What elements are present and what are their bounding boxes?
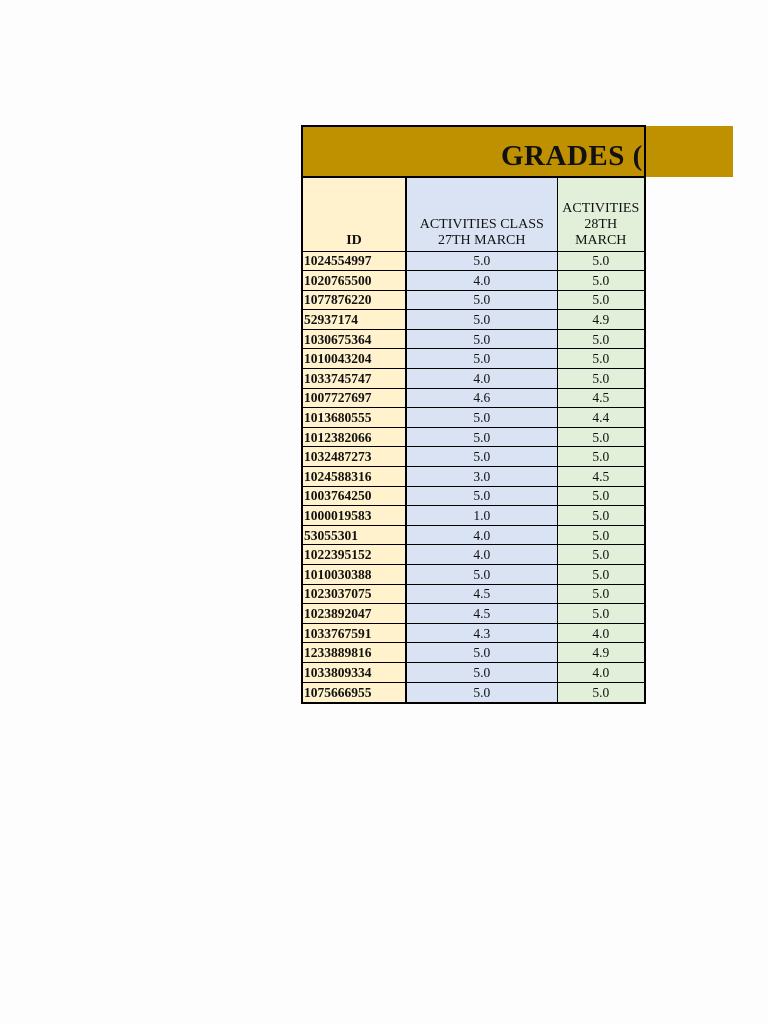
activities-class-grade-cell: 4.3 [406, 623, 557, 643]
table-row [303, 349, 644, 369]
activities-28-grade-cell: 5.0 [557, 329, 644, 349]
title-banner-extension [644, 126, 733, 177]
student-id-cell: 52937174 [303, 310, 406, 330]
table-row [303, 251, 644, 271]
activities-28-grade-cell: 4.5 [557, 467, 644, 487]
table-row [303, 447, 644, 467]
activities-28-grade-cell: 5.0 [557, 427, 644, 447]
student-id-cell: 1007727697 [303, 388, 406, 408]
table-row [303, 467, 644, 487]
activities-class-grade-cell: 5.0 [406, 486, 557, 506]
student-id-cell: 1000019583 [303, 506, 406, 526]
activities-class-grade-cell: 5.0 [406, 251, 557, 271]
activities-class-grade-cell: 5.0 [406, 643, 557, 663]
activities-28-grade-cell: 5.0 [557, 290, 644, 310]
student-id-cell: 1010030388 [303, 565, 406, 585]
student-id-cell: 1024588316 [303, 467, 406, 487]
grade-rows [303, 251, 644, 702]
activities-class-grade-cell: 5.0 [406, 565, 557, 585]
table-row [303, 408, 644, 428]
activities-28-grade-cell: 5.0 [557, 447, 644, 467]
activities-class-grade-cell: 5.0 [406, 408, 557, 428]
student-id-cell: 1030675364 [303, 329, 406, 349]
activities-28-grade-cell: 5.0 [557, 525, 644, 545]
student-id-cell: 1022395152 [303, 545, 406, 565]
activities-28-grade-cell: 5.0 [557, 251, 644, 271]
table-row [303, 310, 644, 330]
activities-28-grade-cell: 4.4 [557, 408, 644, 428]
activities-28-grade-cell: 4.0 [557, 623, 644, 643]
student-id-cell: 53055301 [303, 525, 406, 545]
activities-28-grade-cell: 5.0 [557, 584, 644, 604]
activities-28-grade-cell: 5.0 [557, 565, 644, 585]
activities-class-grade-cell: 4.0 [406, 271, 557, 291]
table-row [303, 290, 644, 310]
activities-28-grade-cell: 5.0 [557, 506, 644, 526]
activities-class-grade-cell: 3.0 [406, 467, 557, 487]
table-row [303, 682, 644, 702]
student-id-cell: 1024554997 [303, 251, 406, 271]
activities-28-grade-cell: 4.0 [557, 662, 644, 682]
activities-class-grade-cell: 1.0 [406, 506, 557, 526]
sheet-title: GRADES ( [501, 140, 643, 172]
student-id-cell: 1033745747 [303, 369, 406, 389]
activities-class-grade-cell: 5.0 [406, 290, 557, 310]
activities-28-grade-cell: 5.0 [557, 349, 644, 369]
table-row [303, 388, 644, 408]
table-row [303, 545, 644, 565]
student-id-cell: 1020765500 [303, 271, 406, 291]
activities-class-grade-cell: 4.5 [406, 584, 557, 604]
student-id-cell: 1233889816 [303, 643, 406, 663]
table-row [303, 329, 644, 349]
table-row [303, 486, 644, 506]
activities-28-grade-cell: 5.0 [557, 604, 644, 624]
header-activities-28th-march: ACTIVITIES 28TH MARCH [557, 178, 644, 251]
activities-class-grade-cell: 5.0 [406, 310, 557, 330]
title-banner [303, 127, 644, 178]
activities-class-grade-cell: 4.0 [406, 545, 557, 565]
table-row [303, 525, 644, 545]
activities-class-grade-cell: 4.0 [406, 525, 557, 545]
table-row [303, 271, 644, 291]
activities-class-grade-cell: 4.5 [406, 604, 557, 624]
activities-28-grade-cell: 5.0 [557, 545, 644, 565]
student-id-cell: 1033809334 [303, 662, 406, 682]
grades-table [303, 178, 644, 702]
header-id: ID [303, 178, 406, 251]
student-id-cell: 1023892047 [303, 604, 406, 624]
table-row [303, 643, 644, 663]
table-row [303, 506, 644, 526]
activities-class-grade-cell: 5.0 [406, 662, 557, 682]
activities-28-grade-cell: 5.0 [557, 369, 644, 389]
activities-class-grade-cell: 5.0 [406, 349, 557, 369]
student-id-cell: 1012382066 [303, 427, 406, 447]
header-row [303, 178, 644, 251]
student-id-cell: 1010043204 [303, 349, 406, 369]
table-row [303, 623, 644, 643]
activities-class-grade-cell: 5.0 [406, 329, 557, 349]
activities-28-grade-cell: 4.5 [557, 388, 644, 408]
activities-class-grade-cell: 4.6 [406, 388, 557, 408]
header-activities-class-27th-march: ACTIVITIES CLASS 27TH MARCH [406, 178, 557, 251]
activities-28-grade-cell: 4.9 [557, 310, 644, 330]
student-id-cell: 1077876220 [303, 290, 406, 310]
student-id-cell: 1003764250 [303, 486, 406, 506]
table-row [303, 604, 644, 624]
student-id-cell: 1023037075 [303, 584, 406, 604]
activities-class-grade-cell: 5.0 [406, 447, 557, 467]
student-id-cell: 1075666955 [303, 682, 406, 702]
activities-28-grade-cell: 5.0 [557, 271, 644, 291]
activities-28-grade-cell: 4.9 [557, 643, 644, 663]
table-row [303, 369, 644, 389]
table-row [303, 565, 644, 585]
student-id-cell: 1013680555 [303, 408, 406, 428]
student-id-cell: 1032487273 [303, 447, 406, 467]
student-id-cell: 1033767591 [303, 623, 406, 643]
grades-sheet [301, 125, 646, 704]
table-row [303, 427, 644, 447]
activities-28-grade-cell: 5.0 [557, 486, 644, 506]
table-row [303, 584, 644, 604]
activities-class-grade-cell: 5.0 [406, 682, 557, 702]
activities-28-grade-cell: 5.0 [557, 682, 644, 702]
table-row [303, 662, 644, 682]
activities-class-grade-cell: 4.0 [406, 369, 557, 389]
activities-class-grade-cell: 5.0 [406, 427, 557, 447]
